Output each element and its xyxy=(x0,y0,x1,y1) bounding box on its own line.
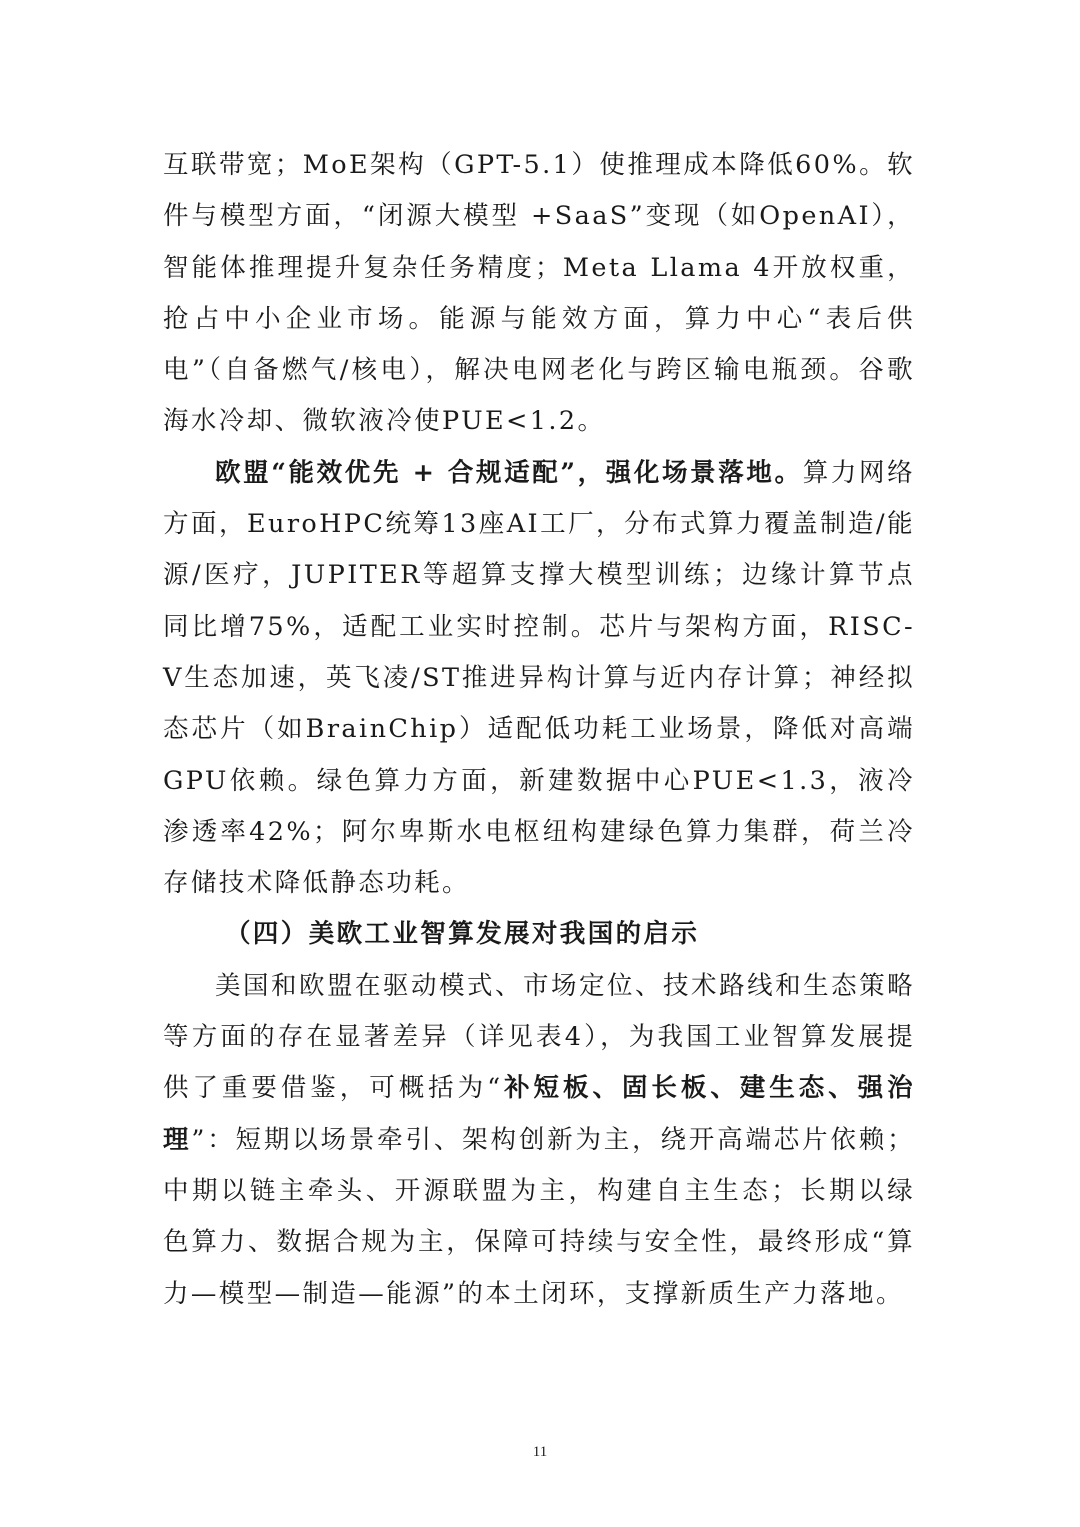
paragraph-emphasis-bold: 补短板、固长板、建生态、强治理 xyxy=(163,1073,915,1155)
paragraph-us-software-energy xyxy=(163,140,915,448)
document-body xyxy=(163,140,915,1320)
paragraph-lead-bold: 欧盟“能效优先 + 合规适配”，强化场景落地。 xyxy=(215,457,803,488)
paragraph-text-before: 美国和欧盟在驱动模式、市场定位、技术路线和生态策略等方面的存在显著差异（详见表4），为我国工业智算发展提供了重要借鉴，可概括为“ xyxy=(163,970,915,1104)
section-heading: （四）美欧工业智算发展对我国的启示 xyxy=(225,919,700,950)
paragraph-implications xyxy=(163,961,915,1320)
paragraph-text-after: ”：短期以场景牵引、架构创新为主，绕开高端芯片依赖；中期以链主牵头、开源联盟为主，构建自主生态；长期以绿色算力、数据合规为主，保障可持续与安全性，最终形成“算力—模型—制造—能源”的本土闭环，支撑新质生产力落地。 xyxy=(163,1124,915,1309)
page-number: 11 xyxy=(532,1444,548,1460)
paragraph-eu-efficiency xyxy=(163,448,915,910)
paragraph-text: 算力网络方面，EuroHPC统筹13座AI工厂，分布式算力覆盖制造/能源/医疗，JUPITER等超算支撑大模型训练；边缘计算节点同比增75%，适配工业实时控制。芯片与架构方面，RISC-V生态加速，英飞凌/ST推进异构计算与近内存计算；神经拟态芯片（如BrainChip）适配低功耗工业场景，降低对高端GPU依赖。绿色算力方面，新建数据中心PUE<1.3，液冷渗透率42%；阿尔卑斯水电枢纽构建绿色算力集群，荷兰冷存储技术降低静态功耗。 xyxy=(163,457,915,899)
paragraph-text: 互联带宽；MoE架构（GPT-5.1）使推理成本降低60%。软件与模型方面，“闭源大模型 +SaaS”变现（如OpenAI），智能体推理提升复杂任务精度；Meta Llama 4开放权重，抢占中小企业市场。能源与能效方面，算力中心“表后供电”（自备燃气/核电），解决电网老化与跨区输电瓶颈。谷歌海水冷却、微软液冷使PUE<1.2。 xyxy=(163,150,915,437)
